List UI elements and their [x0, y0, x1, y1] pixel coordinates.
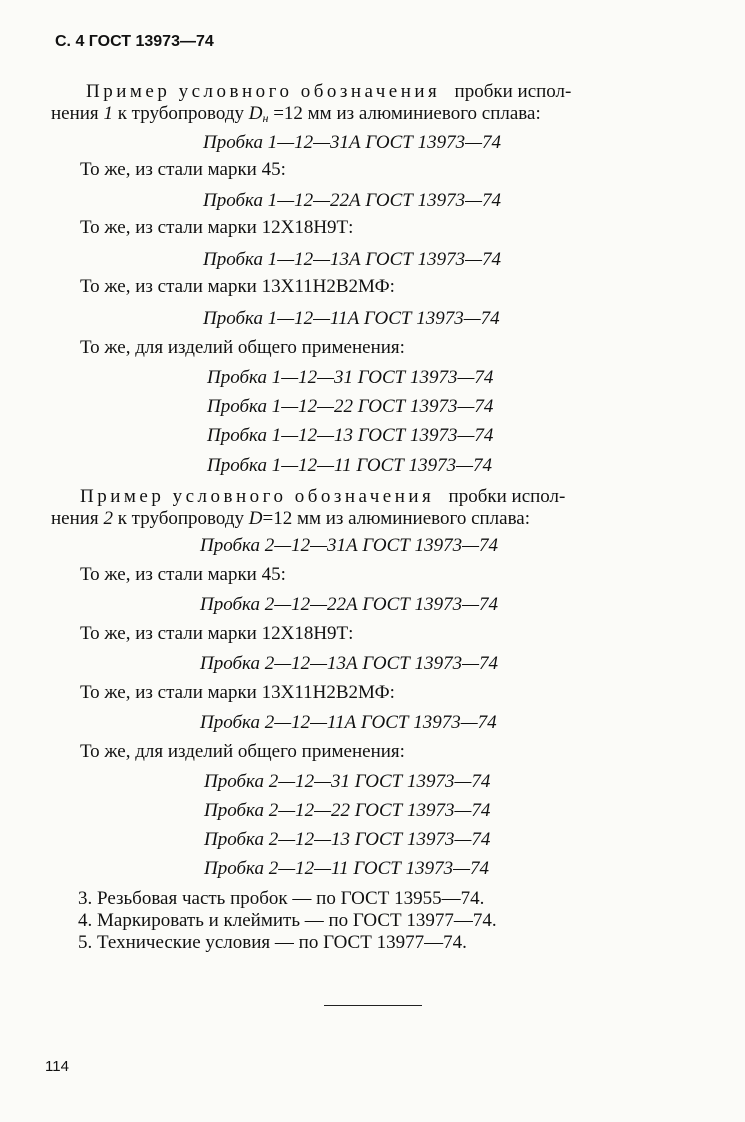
ex1-d-symbol: D	[248, 103, 263, 124]
ex2-intro	[80, 485, 565, 509]
ex2-designation-11a: Пробка 2—12—11А ГОСТ 13973—74	[200, 712, 497, 733]
ex1-general-22: Пробка 1—12—22 ГОСТ 13973—74	[207, 396, 494, 417]
ex2-text-a: нения	[51, 508, 104, 529]
ex2-d-symbol: D	[248, 508, 263, 529]
page-number: 114	[45, 1058, 69, 1075]
ex2-intro-spaced: Пример условного обозначения	[80, 486, 435, 507]
ex1-text-c: =12 мм из алюминиевого сплава:	[268, 103, 541, 124]
ex2-general-11: Пробка 2—12—11 ГОСТ 13973—74	[204, 858, 489, 879]
ex2-designation-13a: Пробка 2—12—13А ГОСТ 13973—74	[200, 653, 498, 674]
ex1-text-b: к трубопроводу	[112, 103, 249, 124]
ex1-designation-11a: Пробка 1—12—11А ГОСТ 13973—74	[203, 308, 500, 329]
ex2-intro-rest: пробки испол-	[448, 486, 566, 507]
ex1-note-steel13x11: То же, из стали марки 13Х11Н2В2МФ:	[80, 276, 395, 297]
item-5-conditions: 5. Технические условия — по ГОСТ 13977—74.	[78, 932, 467, 953]
ex1-designation-22a: Пробка 1—12—22А ГОСТ 13973—74	[203, 190, 501, 211]
ex2-designation-22a: Пробка 2—12—22А ГОСТ 13973—74	[200, 594, 498, 615]
ex2-general-13: Пробка 2—12—13 ГОСТ 13973—74	[204, 829, 491, 850]
page-header: С. 4 ГОСТ 13973—74	[55, 33, 214, 50]
ex1-designation-31a: Пробка 1—12—31А ГОСТ 13973—74	[203, 132, 501, 153]
ex2-note-steel45: То же, из стали марки 45:	[80, 564, 286, 585]
ex1-note-steel12x18: То же, из стали марки 12Х18Н9Т:	[80, 217, 354, 238]
ex2-version: 2	[103, 508, 113, 529]
ex2-designation-31a: Пробка 2—12—31А ГОСТ 13973—74	[200, 535, 498, 556]
ex1-note-steel45: То же, из стали марки 45:	[80, 159, 286, 180]
ex2-text-c: =12 мм из алюминиевого сплава:	[262, 508, 531, 529]
ex2-note-steel13x11: То же, из стали марки 13Х11Н2В2МФ:	[80, 682, 395, 703]
ex1-general-31: Пробка 1—12—31 ГОСТ 13973—74	[207, 367, 494, 388]
ex1-note-general: То же, для изделий общего применения:	[80, 337, 405, 358]
ex1-intro	[86, 80, 571, 104]
item-3-thread: 3. Резьбовая часть пробок — по ГОСТ 13955—74.	[78, 888, 485, 909]
ex1-version: 1	[103, 103, 113, 124]
ex2-note-steel12x18: То же, из стали марки 12Х18Н9Т:	[80, 623, 354, 644]
end-rule	[324, 1005, 422, 1006]
ex1-d-subscript: н	[262, 111, 269, 125]
ex1-intro-rest: пробки испол-	[454, 81, 572, 102]
ex2-general-31: Пробка 2—12—31 ГОСТ 13973—74	[204, 771, 491, 792]
ex1-designation-13a: Пробка 1—12—13А ГОСТ 13973—74	[203, 249, 501, 270]
ex1-intro-spaced: Пример условного обозначения	[86, 81, 441, 102]
ex2-intro-line2	[51, 507, 530, 531]
ex1-general-13: Пробка 1—12—13 ГОСТ 13973—74	[207, 425, 494, 446]
ex1-intro-line2	[51, 102, 541, 130]
ex1-text-a: нения	[51, 103, 104, 124]
ex2-text-b: к трубопроводу	[112, 508, 249, 529]
ex1-general-11: Пробка 1—12—11 ГОСТ 13973—74	[207, 455, 492, 476]
ex2-note-general: То же, для изделий общего применения:	[80, 741, 405, 762]
item-4-marking: 4. Маркировать и клеймить — по ГОСТ 13977—74.	[78, 910, 497, 931]
ex2-general-22: Пробка 2—12—22 ГОСТ 13973—74	[204, 800, 491, 821]
